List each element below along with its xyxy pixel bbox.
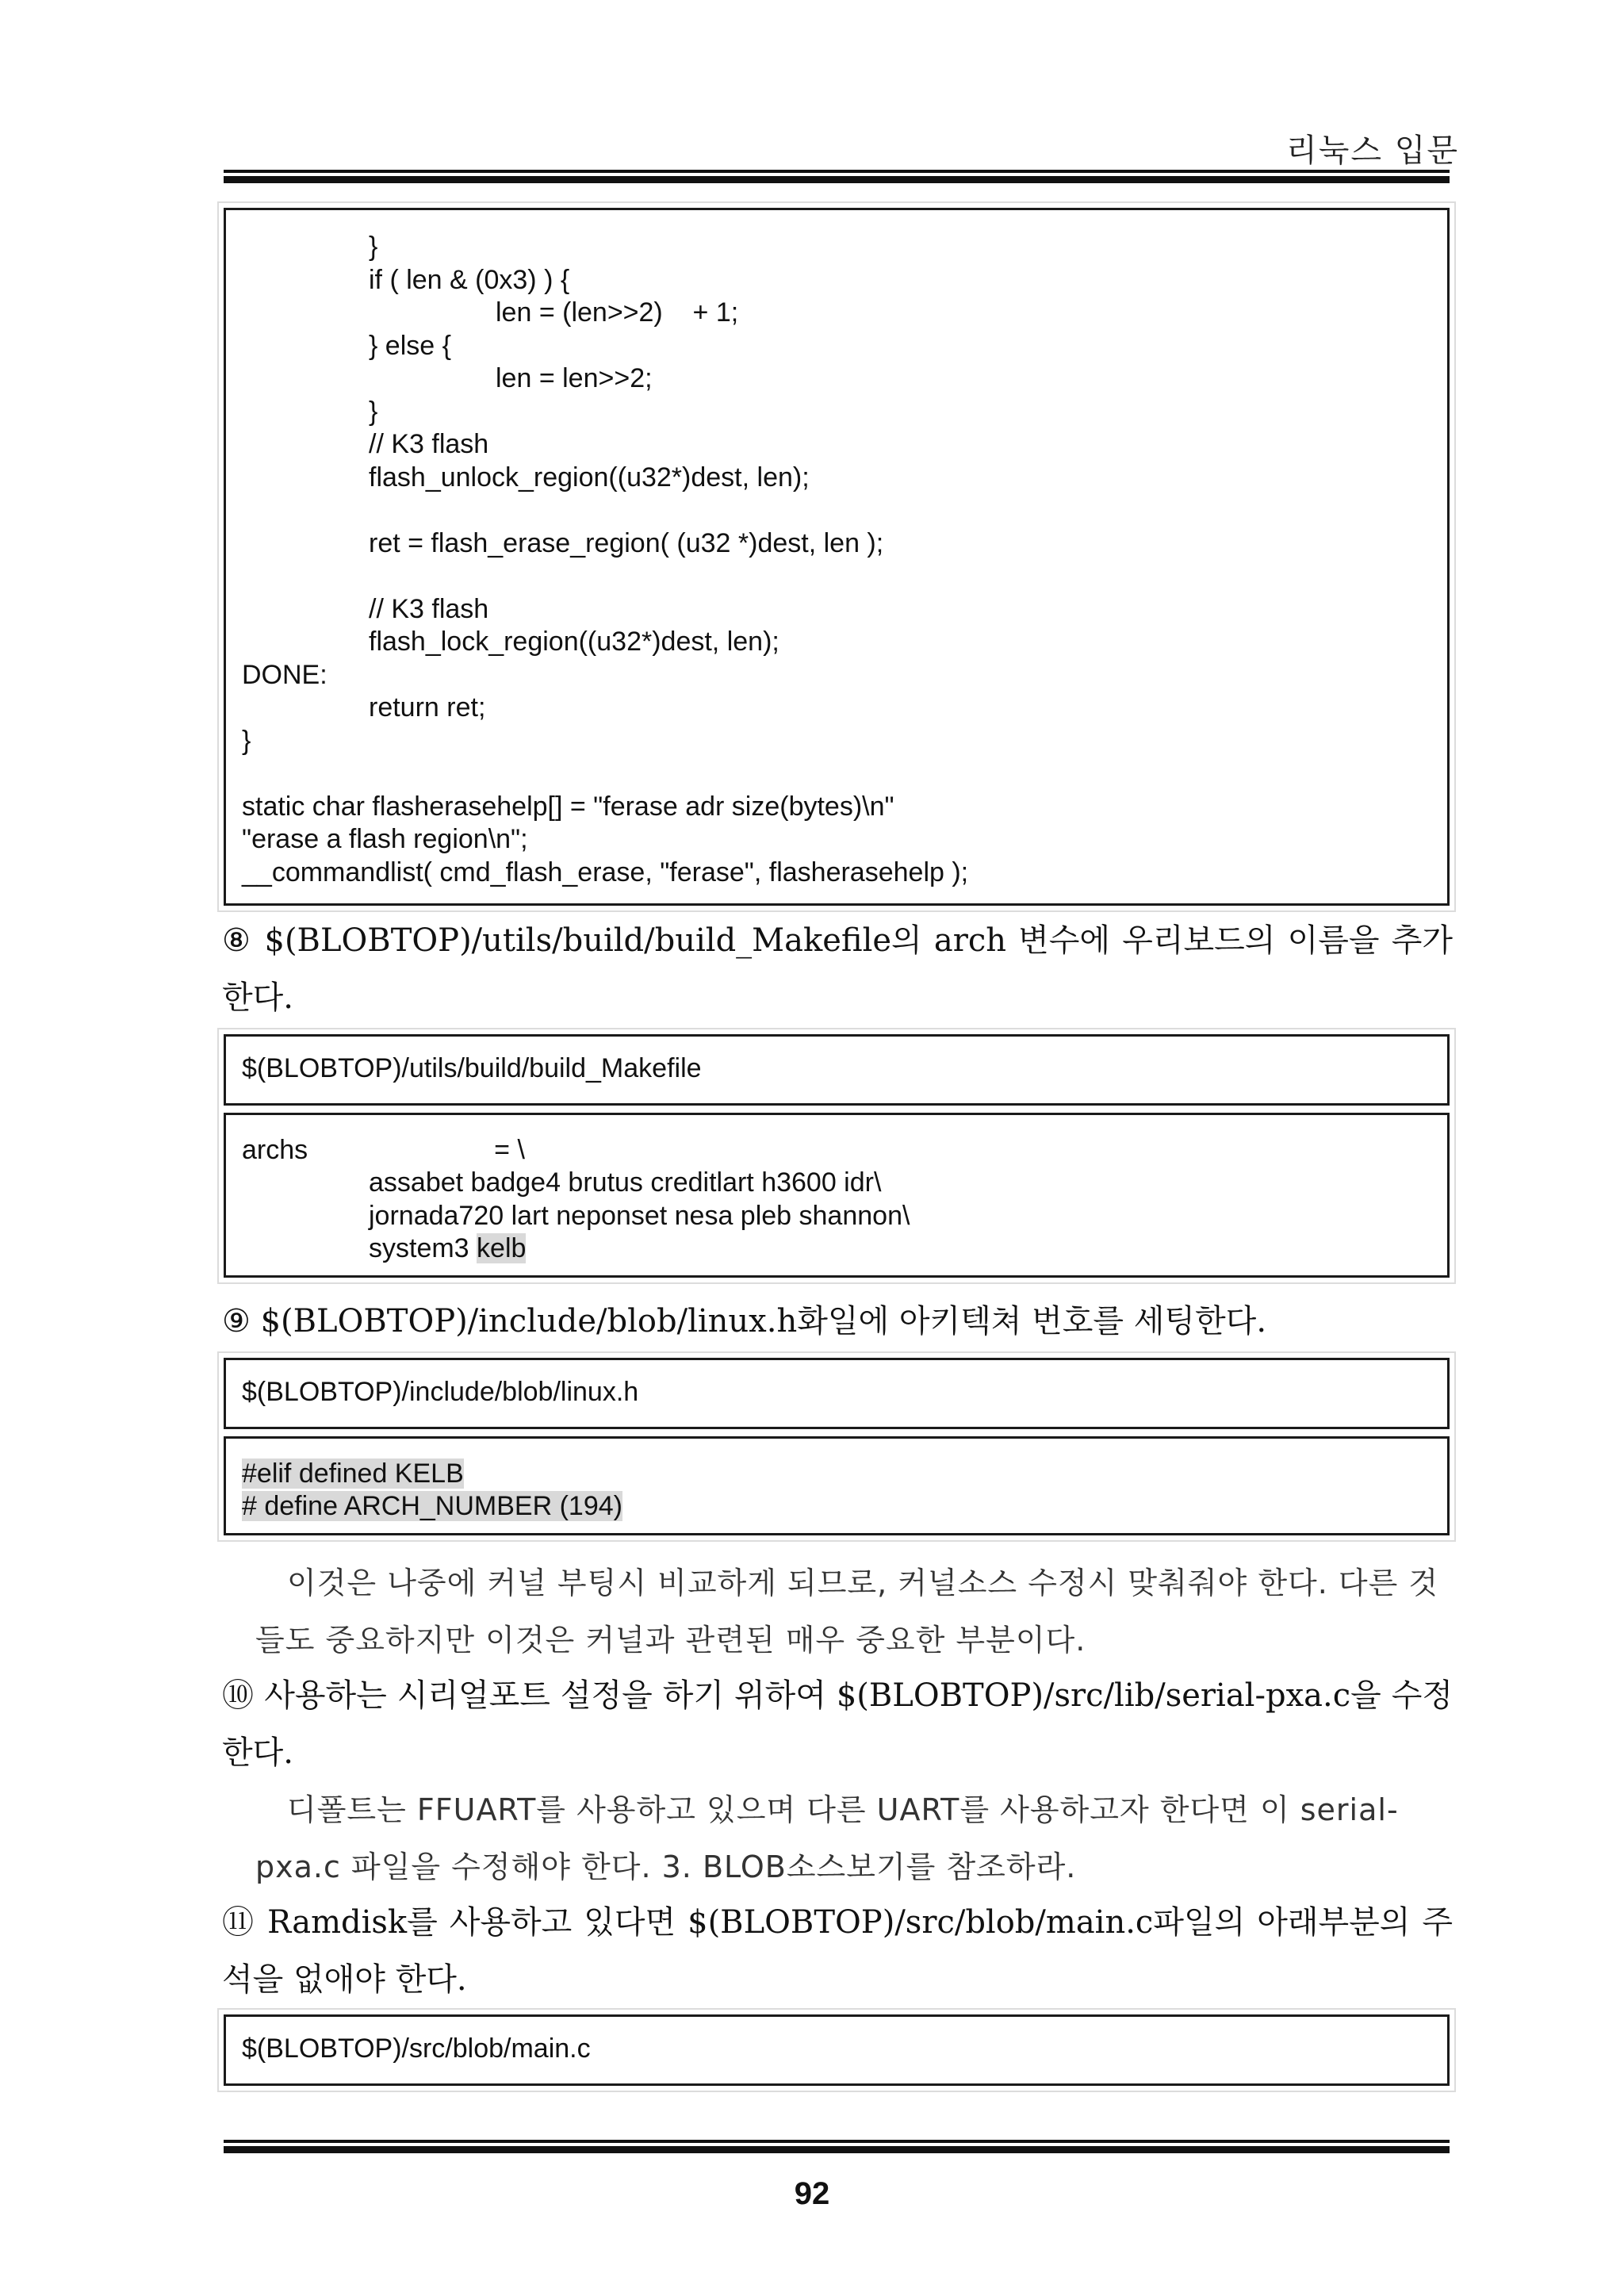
define-line-1: [242, 1458, 1447, 1491]
page-number: 92: [794, 2176, 830, 2211]
linux-h-define-box: [224, 1436, 1450, 1535]
elif-defined-kelb: #elif defined KELB: [242, 1458, 464, 1489]
archs-assign: = \: [494, 1134, 525, 1165]
code-line: flash_lock_region((u32*)dest, len);: [369, 627, 779, 657]
archs-kelb-highlight: kelb: [477, 1233, 527, 1263]
define-arch-number: # define ARCH_NUMBER (194): [242, 1491, 622, 1521]
main-c-box: [217, 2008, 1456, 2092]
archs-line: [242, 1134, 1447, 1167]
linux-h-path: $(BLOBTOP)/include/blob/linux.h: [242, 1377, 639, 1407]
makefile-path-box: [224, 1034, 1450, 1106]
archs-line-3: jornada720 lart neponset nesa pleb shannon\: [369, 1200, 910, 1231]
step-10-text: ⑩ 사용하는 시리얼포트 설정을 하기 위하여 $(BLOBTOP)/src/lib/serial-pxa.c을 수정한다.: [222, 1677, 1453, 1771]
archs-line-2: assabet badge4 brutus creditlart h3600 idr\: [369, 1167, 882, 1198]
makefile-box: [217, 1028, 1456, 1284]
code-block-flash-erase: [217, 201, 1456, 912]
header-title: 리눅스 입문: [1286, 132, 1459, 169]
code-line: __commandlist( cmd_flash_erase, "ferase", flasherasehelp );: [242, 857, 969, 887]
step-11-text: ⑪ Ramdisk를 사용하고 있다면 $(BLOBTOP)/src/blob/main.c파일의 아래부분의 주석을 없애야 한다.: [222, 1904, 1453, 1998]
linux-h-box: [217, 1351, 1456, 1542]
main-c-path-box: [224, 2014, 1450, 2086]
code-line: }: [369, 396, 378, 427]
linux-h-path-box: [224, 1358, 1450, 1429]
note-serial: 디폴트는 FFUART를 사용하고 있으며 다른 UART를 사용하고자 한다면 이 serial-pxa.c 파일을 수정해야 한다. 3. BLOB소스보기를 참조하라.: [255, 1792, 1399, 1884]
makefile-archs-box: [224, 1113, 1450, 1278]
note-arch-number: 이것은 나중에 커널 부팅시 비교하게 되므로, 커널소스 수정시 맞춰줘야 한다. 다른 것들도 중요하지만 이것은 커널과 관련된 매우 중요한 부분이다.: [255, 1566, 1439, 1658]
code-line: // K3 flash: [369, 429, 489, 459]
archs-system3: system3: [369, 1233, 477, 1263]
code-line: } else {: [369, 330, 451, 361]
code-line: }: [242, 725, 251, 756]
code-listing: [224, 208, 1450, 906]
header-rule: [224, 170, 1450, 183]
define-line-2: [242, 1490, 1447, 1524]
code-line: "erase a flash region\n";: [242, 824, 528, 854]
code-line: }: [369, 232, 378, 262]
code-line: // K3 flash: [369, 593, 489, 624]
code-line: static char flasherasehelp[] = "ferase adr size(bytes)\n": [242, 791, 894, 822]
step-9-text: ⑨ $(BLOBTOP)/include/blob/linux.h화일에 아키텍쳐 번호를 세팅한다.: [222, 1303, 1267, 1340]
footer-rule: [224, 2140, 1450, 2153]
code-line: DONE:: [242, 659, 327, 690]
main-c-path: $(BLOBTOP)/src/blob/main.c: [242, 2033, 591, 2064]
code-line: if ( len & (0x3) ) {: [369, 264, 570, 295]
step-8-text: ⑧ $(BLOBTOP)/utils/build/build_Makefile의 arch 변수에 우리보드의 이름을 추가 한다.: [222, 922, 1453, 1016]
code-line: ret = flash_erase_region( (u32 *)dest, len );: [369, 527, 884, 558]
code-line: len = (len>>2) + 1;: [496, 297, 739, 328]
code-line: [242, 560, 1447, 593]
code-line: [242, 494, 1447, 527]
code-line: flash_unlock_region((u32*)dest, len);: [369, 462, 810, 493]
makefile-path: $(BLOBTOP)/utils/build/build_Makefile: [242, 1053, 702, 1083]
code-line: [242, 757, 1447, 791]
archs-keyword: archs: [242, 1134, 308, 1165]
code-line: len = len>>2;: [496, 363, 653, 393]
archs-line-4: [242, 1232, 1447, 1266]
code-line: return ret;: [369, 692, 486, 723]
